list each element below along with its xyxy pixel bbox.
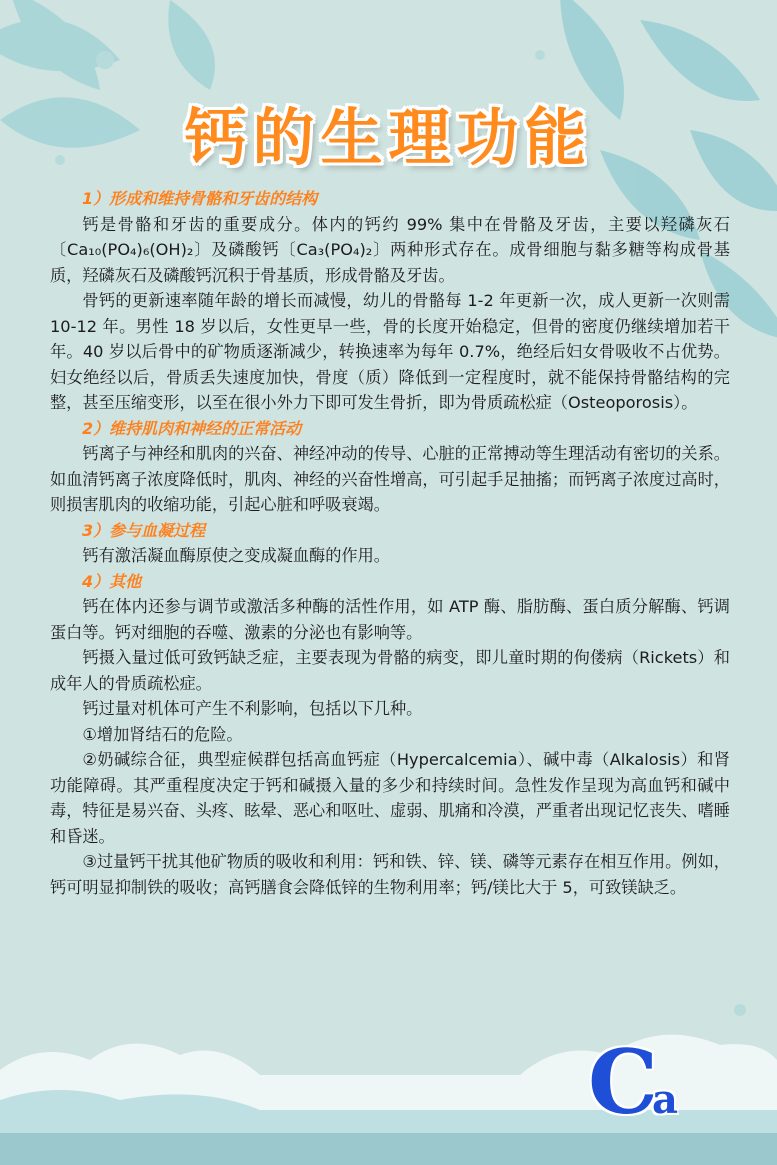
section-heading: 2）维持肌肉和神经的正常活动 [82,418,302,438]
paragraph: 钙在体内还参与调节或激活多种酶的活性作用，如 ATP 酶、脂肪酶、蛋白质分解酶、钙调蛋白等。钙对细胞的吞噬、激素的分泌也有影响等。 [50,597,730,642]
paragraph: 钙是骨骼和牙齿的重要成分。体内的钙约 99% 集中在骨骼及牙齿，主要以羟磷灰石〔Ca₁₀(PO₄)₆(OH)₂〕及磷酸钙〔Ca₃(PO₄)₂〕两种形式存在。成骨细胞与黏多糖等构成骨基质，羟磷灰石及磷酸钙沉积于骨基质，形成骨骼及牙齿。 [50,214,730,285]
paragraph: 钙过量对机体可产生不利影响，包括以下几种。 [82,699,423,718]
calcium-symbol [588,1030,678,1134]
paragraph: 钙摄入量过低可致钙缺乏症，主要表现为骨骼的病变，即儿童时期的佝偻病（Rickets）和成年人的骨质疏松症。 [50,648,730,693]
section-heading: 3）参与血凝过程 [82,520,206,540]
paragraph: 骨钙的更新速率随年龄的增长而减慢，幼儿的骨骼每 1-2 年更新一次，成人更新一次则需 10-12 年。男性 18 岁以后，女性更早一些，骨的长度开始稳定，但骨的密度仍继续增加若干年。40 岁以后骨中的矿物质逐渐减少，转换速率为每年 0.7%，绝经后妇女骨吸收不占优势。妇女绝经以后，骨质丢失速度加快，骨度（质）降低到一定程度时，就不能保持骨骼结构的完整，甚至压缩变形，以至在很小外力下即可发生骨折，即为骨质疏松症（Osteoporosis）。 [50,291,730,412]
symbol-letter-a: a [652,1076,678,1123]
list-item: ②奶碱综合征，典型症候群包括高血钙症（Hypercalcemia）、碱中毒（Alkalosis）和肾功能障碍。其严重程度决定于钙和碱摄入量的多少和持续时间。急性发作呈现为高血钙和碱中毒，特征是易兴奋、头疼、眩晕、恶心和呕吐、虚弱、肌痛和冷漠，严重者出现记忆丧失、嗜睡和昏迷。 [50,750,730,846]
symbol-letter-c: C [588,1030,659,1134]
paragraph: 钙有激活凝血酶原使之变成凝血酶的作用。 [82,546,390,565]
list-item: ③过量钙干扰其他矿物质的吸收和利用：钙和铁、锌、镁、磷等元素存在相互作用。例如，钙可明显抑制铁的吸收；高钙膳食会降低锌的生物利用率；钙/镁比大于 5，可致镁缺乏。 [50,852,730,897]
section-heading: 4）其他 [82,571,142,591]
paragraph: 钙离子与神经和肌肉的兴奋、神经冲动的传导、心脏的正常搏动等生理活动有密切的关系。如血清钙离子浓度降低时，肌肉、神经的兴奋性增高，可引起手足抽搐；而钙离子浓度过高时，则损害肌肉的收缩功能，引起心脏和呼吸衰竭。 [50,444,730,514]
list-item: ①增加肾结石的危险。 [82,724,243,744]
page-title: 钙的生理功能 [184,101,593,174]
section-heading: 1）形成和维持骨骼和牙齿的结构 [82,189,318,208]
article-body [50,186,730,900]
